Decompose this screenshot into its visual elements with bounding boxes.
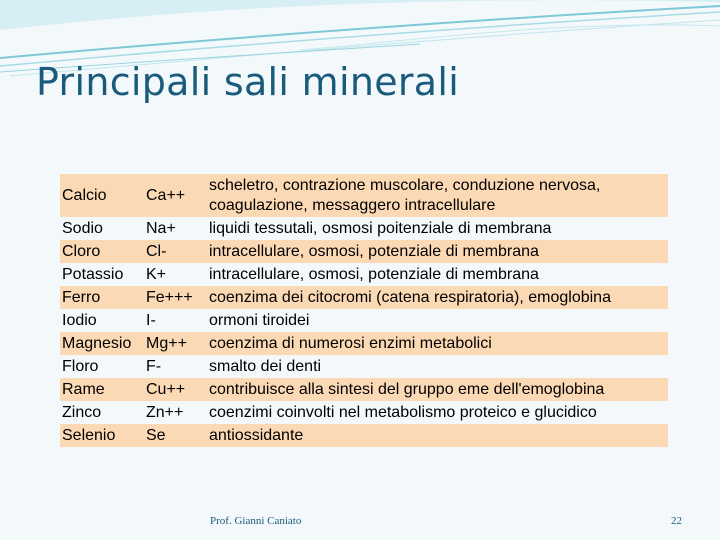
function-cell: smalto dei denti xyxy=(209,358,322,375)
table-row xyxy=(60,355,668,378)
element-cell: Cloro xyxy=(60,240,144,263)
element-cell: Ferro xyxy=(60,286,144,309)
function-cell: liquidi tessutali, osmosi poitenziale di membrana xyxy=(209,220,552,237)
element-cell: Potassio xyxy=(62,266,124,283)
table-row xyxy=(60,424,668,447)
footer-author: Prof. Gianni Caniato xyxy=(210,515,302,527)
table-row xyxy=(60,263,668,286)
function-cell: intracellulare, osmosi, potenziale di membrana xyxy=(209,266,539,283)
table-row xyxy=(60,217,668,240)
minerals-table-body xyxy=(60,174,668,447)
ion-cell: F- xyxy=(146,358,162,375)
ion-cell: K+ xyxy=(146,266,167,283)
minerals-table xyxy=(60,174,668,447)
ion-cell: Na+ xyxy=(146,220,176,237)
page-number: 22 xyxy=(671,515,682,527)
table-row xyxy=(60,240,668,263)
function-cell: coenzima dei citocromi (catena respiratoria), emoglobina xyxy=(206,286,668,309)
function-cell: coenzima di numerosi enzimi metabolici xyxy=(206,332,668,355)
slide-title: Principali sali minerali xyxy=(36,60,460,104)
element-cell: Sodio xyxy=(62,220,103,237)
element-cell: Iodio xyxy=(62,312,97,329)
element-cell: Magnesio xyxy=(60,332,144,355)
ion-cell: Se xyxy=(144,424,206,447)
function-cell: scheletro, contrazione muscolare, conduzione nervosa, coagulazione, messaggero intracellulare xyxy=(206,174,668,217)
table-row xyxy=(60,286,668,309)
table-row xyxy=(60,309,668,332)
ion-cell: Cl- xyxy=(144,240,206,263)
table-row xyxy=(60,378,668,401)
ion-cell: I- xyxy=(146,312,156,329)
element-cell: Selenio xyxy=(60,424,144,447)
element-cell: Zinco xyxy=(62,404,102,421)
ion-cell: Mg++ xyxy=(144,332,206,355)
table-row xyxy=(60,332,668,355)
element-cell: Floro xyxy=(62,358,99,375)
element-cell: Rame xyxy=(60,378,144,401)
function-cell: intracellulare, osmosi, potenziale di membrana xyxy=(206,240,668,263)
function-cell: ormoni tiroidei xyxy=(209,312,310,329)
ion-cell: Cu++ xyxy=(144,378,206,401)
ion-cell: Zn++ xyxy=(146,404,184,421)
ion-cell: Ca++ xyxy=(144,174,206,217)
element-cell: Calcio xyxy=(60,174,144,217)
table-row xyxy=(60,174,668,217)
function-cell: coenzimi coinvolti nel metabolismo proteico e glucidico xyxy=(209,404,597,421)
function-cell: contribuisce alla sintesi del gruppo eme dell'emoglobina xyxy=(206,378,668,401)
function-cell: antiossidante xyxy=(206,424,668,447)
ion-cell: Fe+++ xyxy=(144,286,206,309)
table-row xyxy=(60,401,668,424)
